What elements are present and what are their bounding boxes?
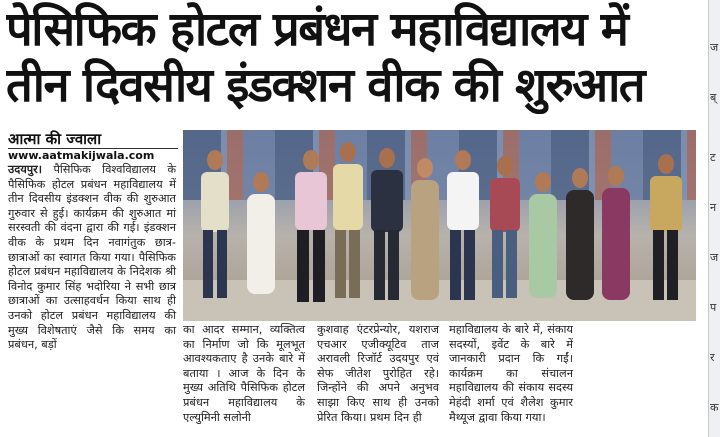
person-8 — [490, 156, 520, 298]
person-5 — [371, 148, 403, 300]
person-4 — [333, 142, 363, 298]
person-2 — [247, 172, 275, 294]
headline — [6, 2, 706, 114]
person-3 — [295, 150, 327, 302]
adjacent-fragment: न — [710, 201, 717, 214]
adjacent-fragment: ज — [710, 251, 719, 264]
article-column-3: कुशवाह एंटरप्रेन्योर, यशराज एचआर एजीक्यूटिव ताज अरावली रिजॉर्ट उदयपुर एवं सेफ जीतेश पुरोहित रहे। जिन्होंने की अपने अनुभव साझा किए साथ ही उनको प्रेरित किया। प्रथम दिन ही — [317, 323, 439, 424]
person-7 — [447, 150, 479, 300]
adjacent-fragment: ट — [710, 151, 716, 164]
adjacent-fragment: र — [710, 351, 715, 364]
headline-line-2: तीन दिवसीय इंडक्शन वीक की शुरुआत — [6, 58, 645, 113]
adjacent-fragment: ब् — [710, 91, 717, 104]
masthead — [8, 131, 178, 162]
person-10 — [566, 168, 594, 300]
person-1 — [201, 150, 229, 298]
person-12 — [650, 154, 682, 300]
photo-people — [183, 130, 696, 321]
article-column-1 — [8, 163, 176, 353]
masthead-name: आत्मा की ज्वाला — [8, 130, 102, 148]
adjacent-fragment: क — [710, 401, 719, 414]
article-column-4: महाविद्यालय के बारे में, संकाय सदस्यों, इवेंट के बारे में जानकारी प्रदान कि गईं। कार्यक्रम का संचालन महाविद्यालय की संकाय सदस्य मेहंदी शर्मा एवं शैलेश कुमार मैथ्यूज द्वावा किया गया। — [449, 323, 573, 424]
person-11 — [602, 166, 630, 300]
masthead-url: www.aatmakijwala.com — [8, 148, 178, 162]
person-6 — [411, 158, 439, 300]
adjacent-fragment: ज — [710, 41, 719, 54]
article-dateline: उदयपुर। — [8, 163, 43, 176]
article-column-2: का आदर सम्मान, व्यक्तित्व का निर्माण जो कि मूलभूत आवश्यकताए है उनके बारे में बताया । आज के दिन के मुख्य अतिथि पैसिफिक होटल प्रबंधन महाविद्यालय के एल्युमिनी सलोनी — [183, 323, 305, 424]
adjacent-article-edge — [708, 0, 720, 437]
article-column-1-text: पैसिफिक विश्वविद्यालय के पैसिफिक होटल प्रबंधन महाविद्यालय में तीन दिवसीय इंडक्शन वीक की शुरुआत गुरुवार से हुई। कार्यक्रम की शुरुआत मां सरस्वती की वंदना द्वारा की गई। इंडक्शन वीक के प्रथम दिन नवागंतुक छात्र-छात्राओं का स्वागत किया गया। पैसिफिक होटल प्रबंधन महाविद्यालय के निदेशक श्री विनोद कुमार सिंह भदोरिया ने सभी छात्र छात्राओं का उत्साहवर्धन किया साथ ही उनको होटल प्रबंधन महाविद्यालय की मुख्य विशेषताएं जैसे कि समय का प्रबंधन, बड़ों — [8, 163, 176, 352]
person-9 — [529, 172, 557, 298]
headline-line-1: पेसिफिक होटल प्रबंधन महाविद्यालय में — [6, 2, 628, 57]
article-lower-columns — [183, 323, 703, 437]
adjacent-fragment: प — [710, 301, 717, 314]
group-photo — [183, 130, 696, 321]
